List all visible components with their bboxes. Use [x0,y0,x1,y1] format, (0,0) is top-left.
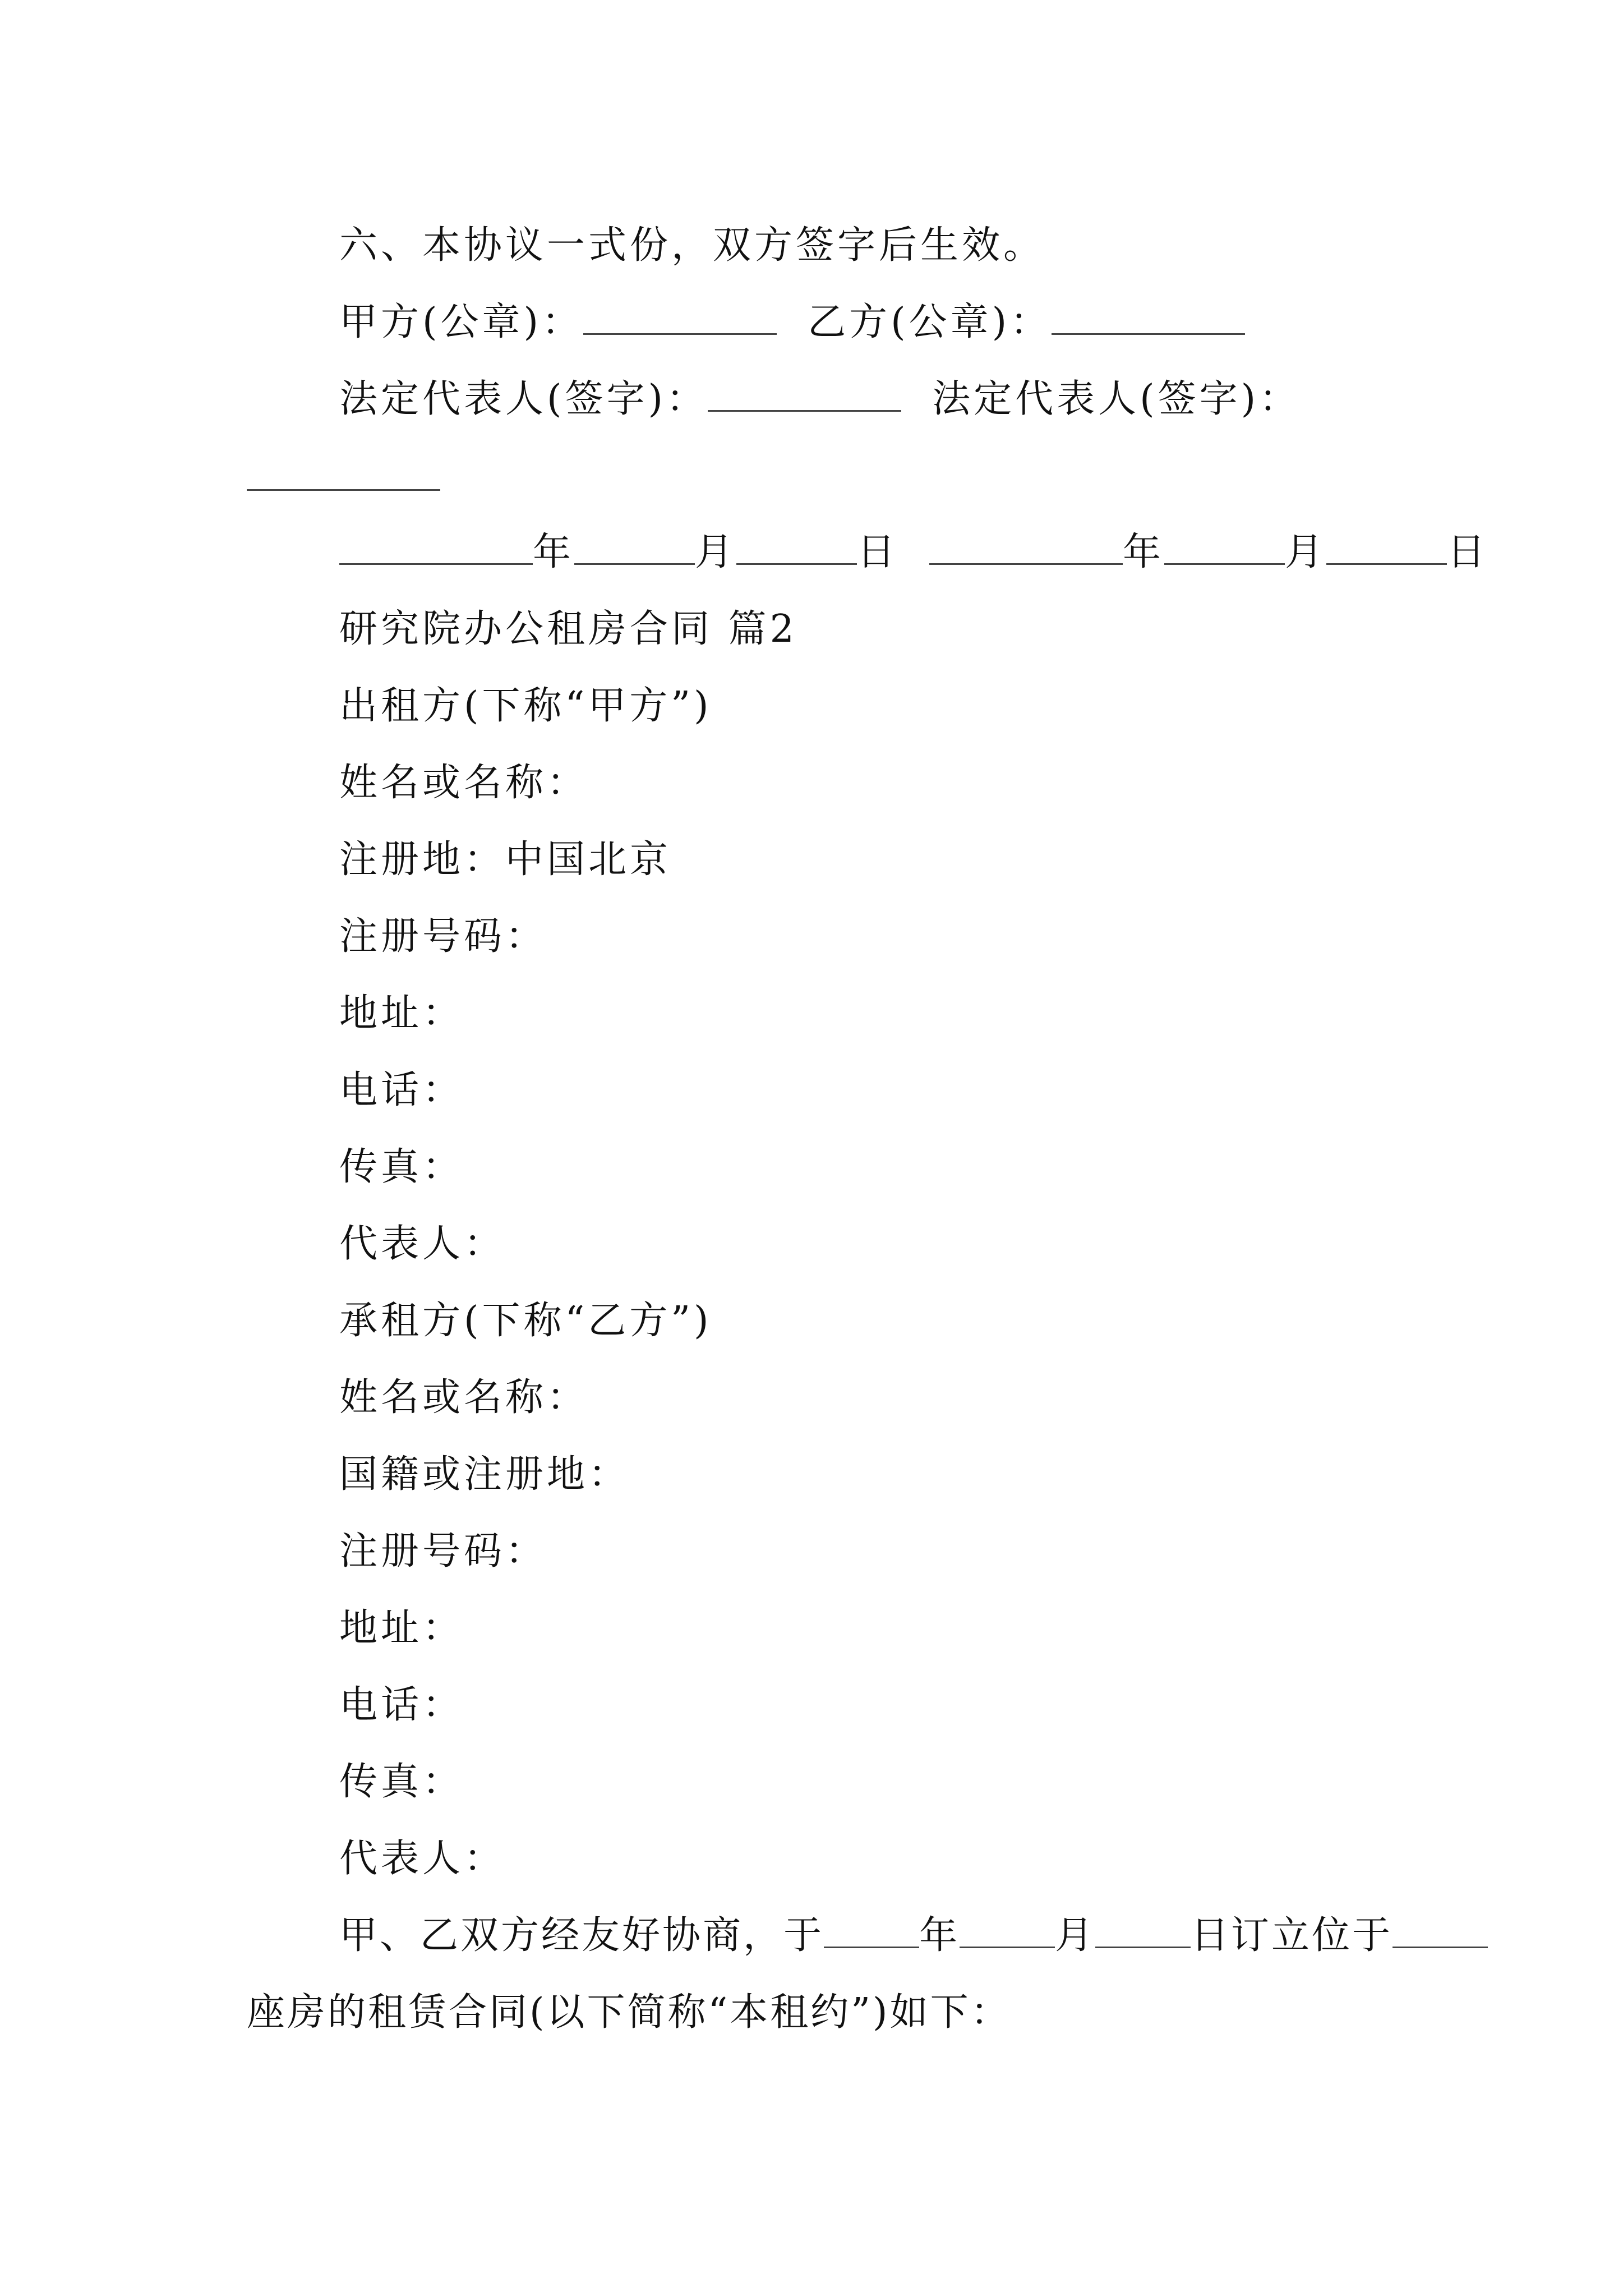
lessor-field [339,991,464,1036]
year-label-b: 年 [1123,530,1165,574]
lessor-representative-label: 代表人： [339,1222,506,1266]
day-label-a: 日 [857,530,899,574]
lessee-nationality-label: 国籍或注册地： [339,1452,630,1497]
lessee-field [339,1529,547,1574]
clause-six [339,223,1045,268]
section-title-text: 研究院办公租房合同 篇2 [339,607,797,651]
legal-rep-line [339,377,1301,422]
closing-day-place-label: 日订立位于 [1191,1913,1393,1958]
year-blank-b [929,531,1123,565]
lessor-fax-label: 传真： [339,1145,464,1189]
closing-day-blank [1095,1914,1191,1948]
month-blank-b [1164,531,1285,565]
lessee-heading [339,1299,712,1343]
party-a-seal-blank [583,301,777,335]
lessee-heading-text: 承租方(下称“乙方”) [339,1299,712,1343]
date-line [339,530,1488,575]
legal-rep-a-label: 法定代表人(签字)： [339,377,708,421]
closing-line-1 [339,1913,1488,1958]
lessor-heading-text: 出租方(下称“甲方”) [339,684,712,728]
closing-line-2 [247,1990,1011,2035]
lessor-field [339,838,671,882]
day-label-b: 日 [1447,530,1489,574]
closing-line2-text: 座房的租赁合同(以下简称“本租约”)如下： [247,1990,1011,2035]
lessor-name-label: 姓名或名称： [339,761,589,805]
lessor-field [339,1222,505,1267]
lessee-field [339,1606,464,1651]
lessee-representative-label: 代表人： [339,1837,506,1881]
lessor-field [339,1068,464,1113]
day-blank-a [736,531,857,565]
section-title [339,607,797,652]
closing-year-blank [824,1914,919,1948]
party-a-seal-label: 甲方(公章)： [339,300,584,344]
clause-six-text: 六、本协议一式份，双方签字后生效。 [339,223,1045,268]
month-label-b: 月 [1285,530,1327,574]
lessee-field [339,1683,464,1728]
lessor-phone-label: 电话： [339,1068,464,1112]
lessor-registration-number-label: 注册号码： [339,914,547,959]
closing-month-label: 月 [1055,1913,1096,1958]
party-b-seal-blank [1052,301,1245,335]
day-blank-b [1326,531,1447,565]
legal-rep-b-blank [247,488,440,491]
lessee-phone-label: 电话： [339,1683,464,1727]
lessor-field [339,1145,464,1190]
year-blank-a [339,531,533,565]
lessee-field [339,1375,588,1420]
legal-rep-b-label: 法定代表人(签字)： [932,377,1301,421]
lessee-fax-label: 传真： [339,1760,464,1804]
lessor-address-label: 地址： [339,991,464,1036]
lessee-field [339,1837,505,1881]
year-label-a: 年 [533,530,575,574]
closing-part1: 甲、乙双方经友好协商，于 [339,1913,824,1958]
lessor-field [339,761,588,806]
closing-month-blank [960,1914,1055,1948]
lessor-registered-place: 注册地：中国北京 [339,838,672,882]
closing-year-label: 年 [919,1913,960,1958]
lessee-field [339,1452,630,1497]
lessee-address-label: 地址： [339,1606,464,1650]
lessee-registration-number-label: 注册号码： [339,1529,547,1573]
party-b-seal-label: 乙方(公章)： [808,300,1052,344]
legal-rep-a-blank [708,378,901,412]
closing-place-blank [1393,1914,1488,1948]
lessor-field [339,914,547,959]
lessor-heading [339,684,712,729]
lessee-name-label: 姓名或名称： [339,1375,589,1420]
month-label-a: 月 [695,530,737,574]
month-blank-a [574,531,695,565]
seal-line [339,300,1245,345]
lessee-field [339,1760,464,1805]
